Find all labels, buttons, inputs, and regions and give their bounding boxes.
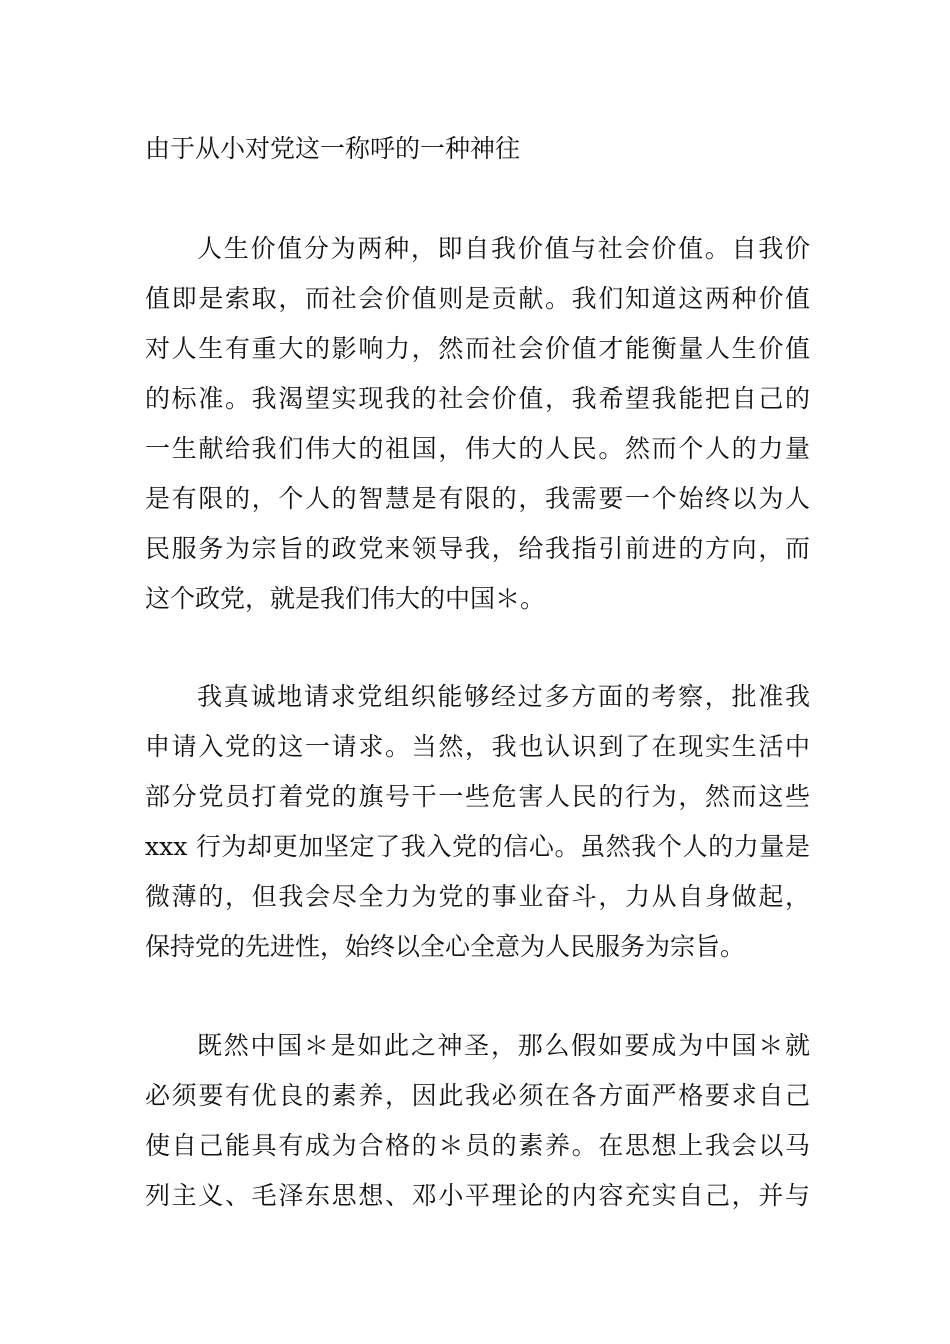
paragraph-1-line-8: 这个政党，就是我们伟大的中国＊。 [145, 584, 546, 613]
paragraph-2-line-5: 微薄的，但我会尽全力为党的事业奋斗，力从自身做起， [145, 882, 810, 911]
paragraph-2-line-2: 申请入党的这一请求。当然，我也认识到了在现实生活中 [145, 732, 810, 761]
paragraph-1-line-2: 值即是索取，而社会价值则是贡献。我们知道这两种价值 [145, 284, 810, 313]
paragraph-3-line-4: 列主义、毛泽东思想、邓小平理论的内容充实自己，并与 [145, 1181, 810, 1210]
paragraph-2-line-3: 部分党员打着党的旗号干一些危害人民的行为，然而这些 [145, 782, 810, 811]
paragraph-3-line-1: 既然中国＊是如此之神圣，那么假如要成为中国＊就 [197, 1031, 810, 1060]
paragraph-2-line-1: 我真诚地请求党组织能够经过多方面的考察，批准我 [197, 682, 810, 711]
paragraph-1-line-3: 对人生有重大的影响力，然而社会价值才能衡量人生价值 [145, 334, 810, 363]
document-heading: 由于从小对党这一称呼的一种神往 [145, 134, 521, 163]
paragraph-2-line-6: 保持党的先进性，始终以全心全意为人民服务为宗旨。 [145, 932, 746, 961]
paragraph-1-line-1: 人生价值分为两种，即自我价值与社会价值。自我价 [197, 234, 810, 263]
paragraph-1-line-6: 是有限的，个人的智慧是有限的，我需要一个始终以为人 [145, 484, 810, 513]
paragraph-1-line-4: 的标准。我渴望实现我的社会价值，我希望我能把自己的 [145, 384, 810, 413]
paragraph-1-line-5: 一生献给我们伟大的祖国，伟大的人民。然而个人的力量 [145, 434, 810, 463]
paragraph-1-line-7: 民服务为宗旨的政党来领导我，给我指引前进的方向，而 [145, 534, 810, 563]
paragraph-3-line-2: 必须要有优良的素养，因此我必须在各方面严格要求自己 [145, 1081, 810, 1110]
paragraph-3-line-3: 使自己能具有成为合格的＊员的素养。在思想上我会以马 [145, 1131, 810, 1160]
paragraph-2-line-4: xxx 行为却更加坚定了我入党的信心。虽然我个人的力量是 [145, 832, 810, 861]
